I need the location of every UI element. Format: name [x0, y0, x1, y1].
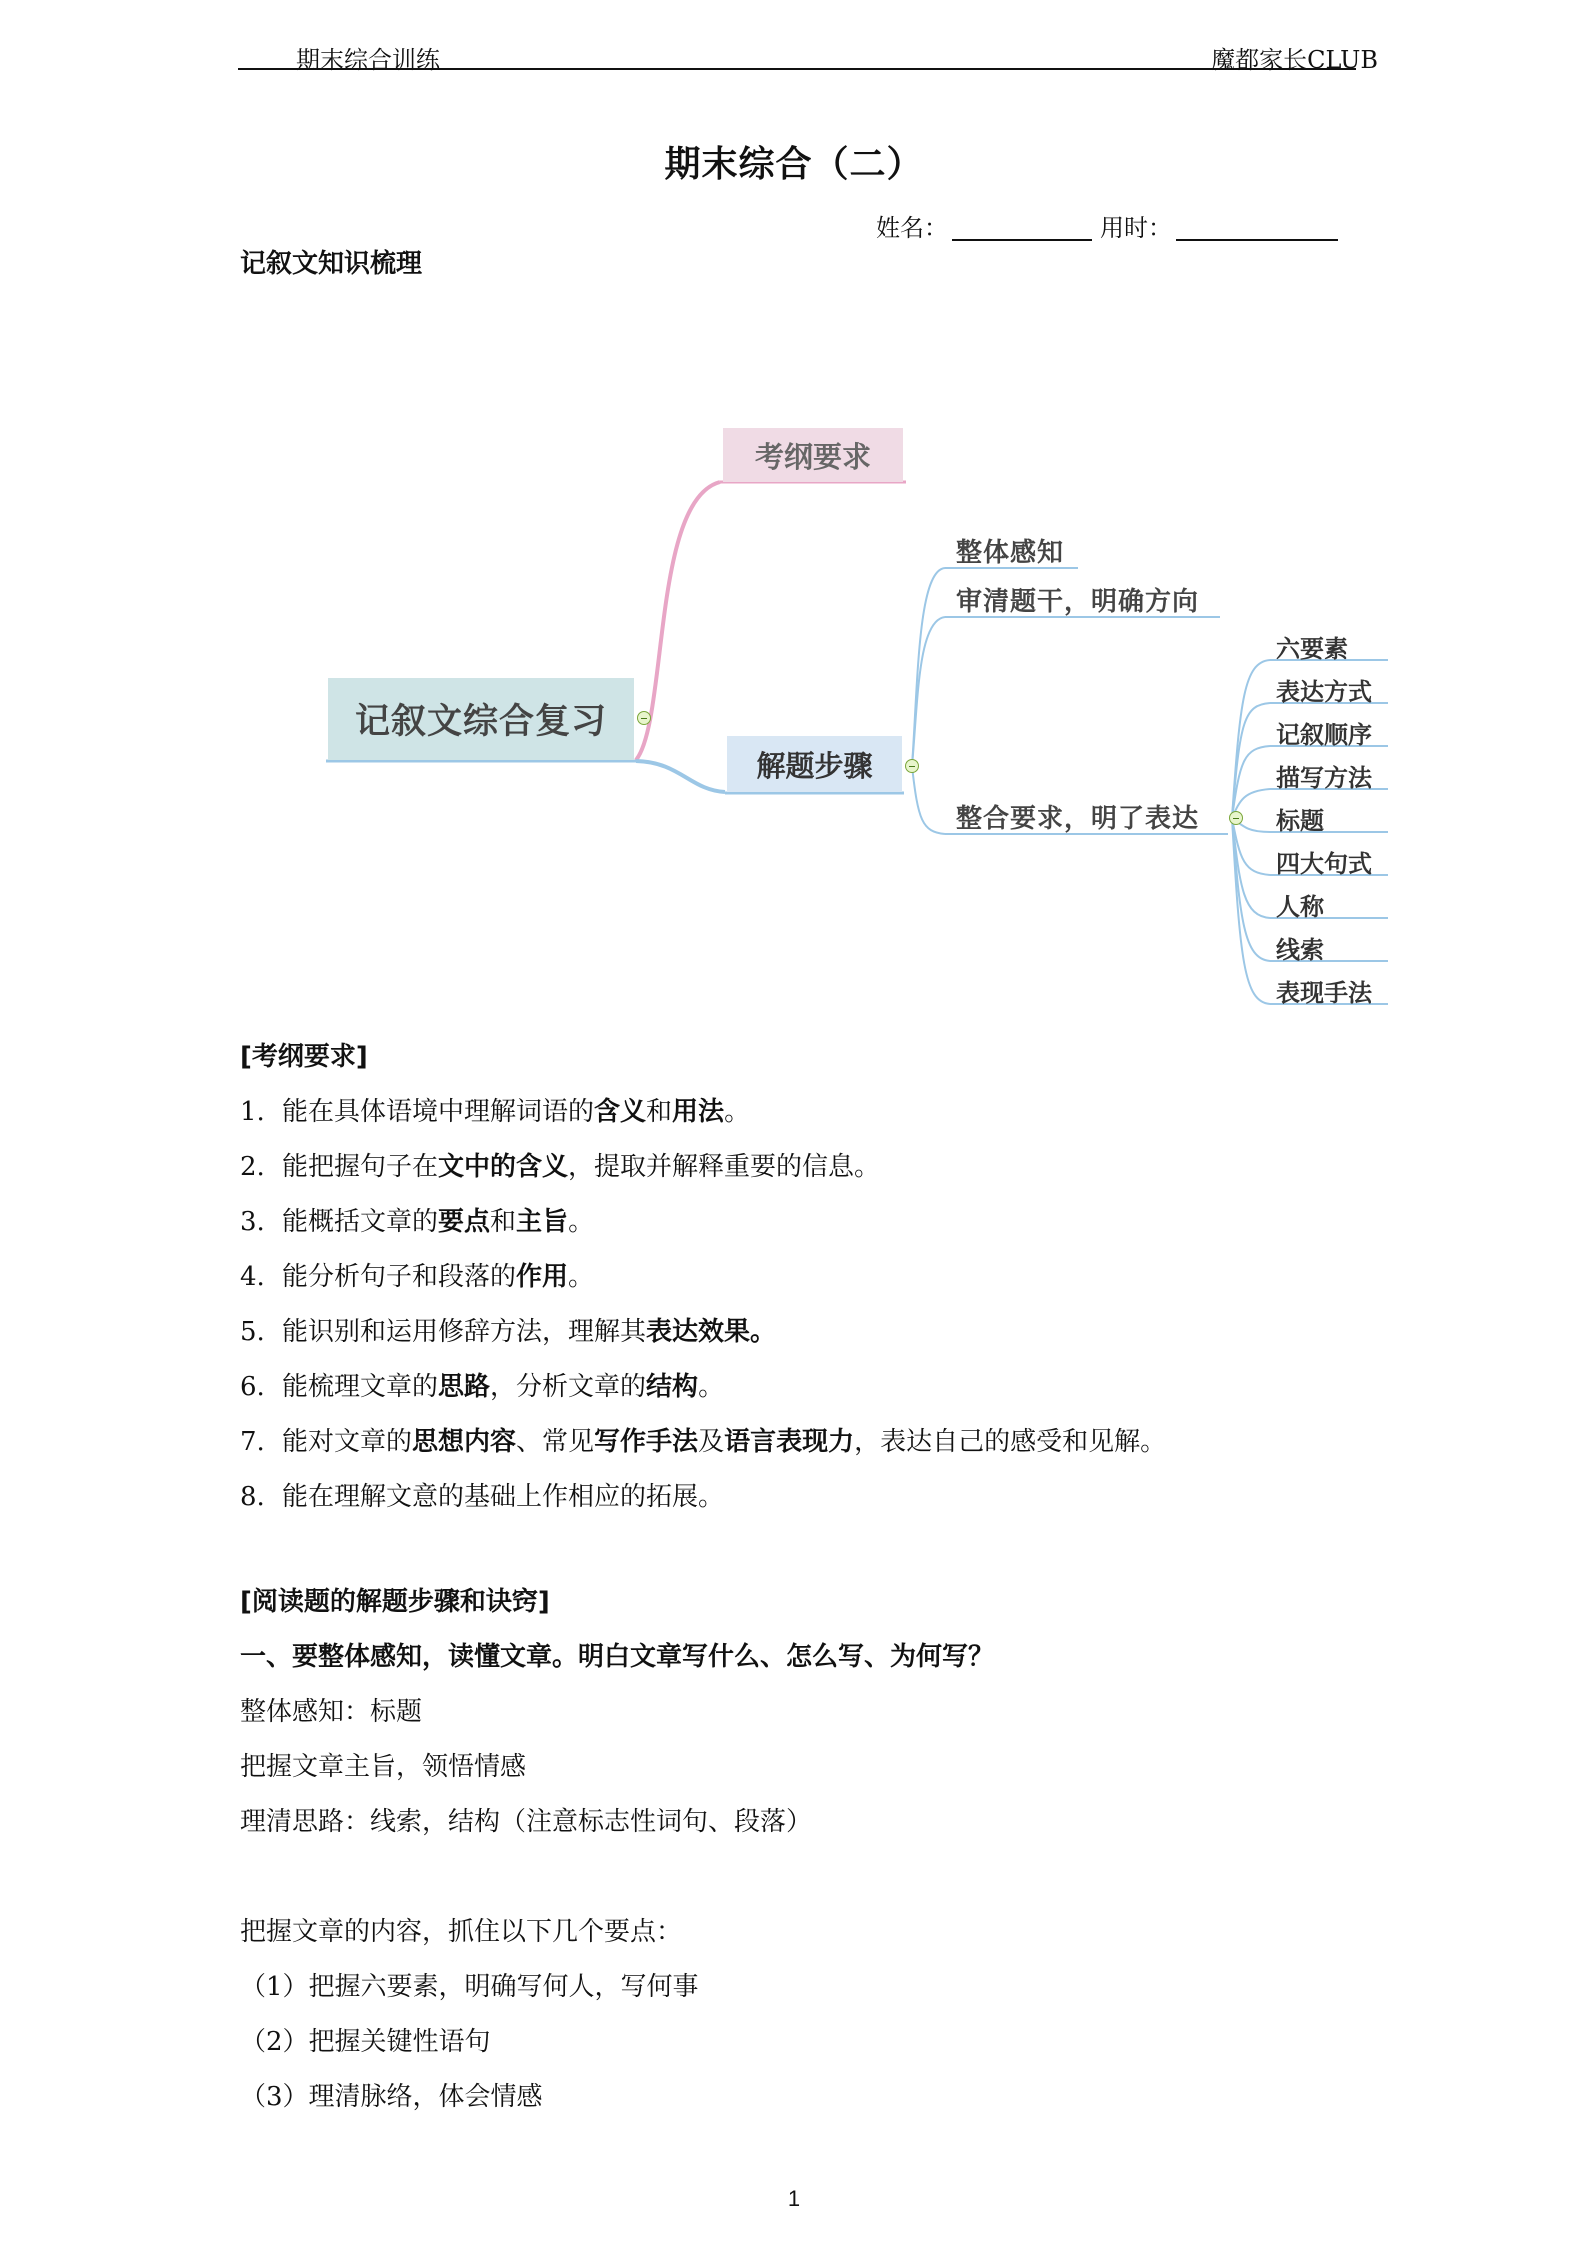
requirement-text: 。	[568, 1262, 595, 1292]
requirement-text: ，分析文章的	[490, 1372, 647, 1402]
mindmap-branch-steps: 解题步骤	[727, 736, 902, 792]
requirement-keyword: 用法	[672, 1097, 725, 1127]
requirement-number: 5.	[240, 1317, 265, 1347]
requirement-item	[240, 1370, 724, 1404]
requirement-item	[240, 1480, 724, 1514]
requirement-text: 和	[646, 1097, 673, 1127]
requirement-keyword: 结构	[646, 1372, 699, 1402]
requirement-text: 能识别和运用修辞方法，理解其	[282, 1317, 647, 1347]
mindmap-leaf: 记叙顺序	[1276, 720, 1372, 749]
requirement-item	[240, 1205, 594, 1239]
mindmap-leaf: 四大句式	[1276, 849, 1372, 878]
requirement-text: 能把握句子在	[282, 1152, 439, 1182]
point-item: （1）把握六要素，明确写何人，写何事	[240, 1972, 699, 2002]
reading-heading: [阅读题的解题步骤和诀窍]	[240, 1587, 550, 1617]
requirement-item	[240, 1315, 776, 1349]
requirement-text: 能在理解文意的基础上作相应的拓展。	[282, 1482, 725, 1512]
step-3-line	[912, 766, 945, 834]
name-blank[interactable]	[952, 215, 1092, 241]
step-1-line	[912, 568, 945, 766]
requirement-keyword: 要点	[438, 1207, 491, 1237]
requirement-text: 能梳理文章的	[282, 1372, 439, 1402]
time-blank[interactable]	[1176, 215, 1338, 241]
requirement-text: 和	[490, 1207, 517, 1237]
mindmap-leaf: 表达方式	[1276, 677, 1372, 706]
requirement-text: 、常见	[516, 1427, 595, 1457]
mindmap-leaf: 线索	[1276, 935, 1324, 964]
branch-steps-line	[636, 761, 725, 792]
requirement-keyword: 表达效果。	[646, 1317, 777, 1347]
mindmap-leaf: 人称	[1276, 892, 1324, 921]
requirement-text: ，表达自己的感受和见解。	[854, 1427, 1167, 1457]
point-item: （2）把握关键性语句	[240, 2027, 491, 2057]
requirements-heading: [考纲要求]	[240, 1042, 368, 1072]
header-rule	[238, 68, 1356, 70]
requirement-keyword: 主旨	[516, 1207, 569, 1237]
mindmap-root: 记叙文综合复习	[328, 678, 634, 760]
header-right-text: 魔都家长CLUB	[1211, 46, 1378, 74]
requirement-keyword: 写作手法	[594, 1427, 699, 1457]
name-time-bar	[876, 208, 1338, 243]
requirement-number: 4.	[240, 1262, 265, 1292]
page-title: 期末综合（二）	[664, 143, 924, 185]
requirement-keyword: 思路	[438, 1372, 491, 1402]
requirement-number: 7.	[240, 1427, 265, 1457]
reading-subheading: 一、要整体感知，读懂文章。明白文章写什么、怎么写、为何写？	[240, 1642, 995, 1672]
requirement-item	[240, 1260, 594, 1294]
requirement-text: 能在具体语境中理解词语的	[282, 1097, 595, 1127]
requirement-keyword: 含义	[594, 1097, 647, 1127]
requirement-keyword: 语言表现力	[724, 1427, 855, 1457]
mindmap-leaf: 表现手法	[1276, 978, 1372, 1007]
time-label: 用时：	[1100, 214, 1172, 242]
mindmap-step: 整体感知	[956, 538, 1065, 568]
requirement-text: 。	[568, 1207, 595, 1237]
reading-line: 理清思路：线索，结构（注意标志性词句、段落）	[240, 1807, 813, 1837]
requirement-text: ，提取并解释重要的信息。	[568, 1152, 881, 1182]
requirement-item	[240, 1150, 880, 1184]
requirement-text: 能概括文章的	[282, 1207, 439, 1237]
requirement-text: 能对文章的	[282, 1427, 413, 1457]
requirement-keyword: 思想内容	[412, 1427, 517, 1457]
points-intro: 把握文章的内容，抓住以下几个要点：	[240, 1917, 683, 1947]
mindmap-branch-requirements: 考纲要求	[723, 428, 903, 482]
requirement-keyword: 文中的含义	[438, 1152, 569, 1182]
mindmap-step: 审清题干，明确方向	[956, 587, 1200, 617]
collapse-icon[interactable]	[637, 711, 651, 725]
requirement-text: 能分析句子和段落的	[282, 1262, 517, 1292]
requirement-text: 。	[724, 1097, 751, 1127]
mindmap-step: 整合要求，明了表达	[956, 804, 1200, 834]
header-left-text: 期末综合训练	[296, 46, 440, 74]
requirement-number: 8.	[240, 1482, 265, 1512]
collapse-icon[interactable]	[1229, 811, 1243, 825]
requirement-text: 。	[698, 1372, 725, 1402]
mindmap-leaf: 六要素	[1276, 634, 1348, 663]
requirement-number: 1.	[240, 1097, 265, 1127]
requirement-keyword: 作用	[516, 1262, 569, 1292]
point-item: （3）理清脉络，体会情感	[240, 2082, 543, 2112]
requirement-number: 6.	[240, 1372, 265, 1402]
requirement-number: 2.	[240, 1152, 265, 1182]
requirement-item	[240, 1095, 750, 1129]
mindmap-leaf: 标题	[1276, 806, 1324, 835]
requirement-item	[240, 1425, 1166, 1459]
requirement-number: 3.	[240, 1207, 265, 1237]
step-2-line	[912, 617, 945, 766]
name-label: 姓名：	[876, 214, 948, 242]
section-title: 记叙文知识梳理	[240, 249, 423, 279]
requirement-text: 及	[698, 1427, 725, 1457]
collapse-icon[interactable]	[905, 759, 919, 773]
mindmap-leaf: 描写方法	[1276, 763, 1372, 792]
reading-line: 整体感知：标题	[240, 1697, 423, 1727]
reading-line: 把握文章主旨，领悟情感	[240, 1752, 527, 1782]
page-number: 1	[787, 2186, 801, 2211]
